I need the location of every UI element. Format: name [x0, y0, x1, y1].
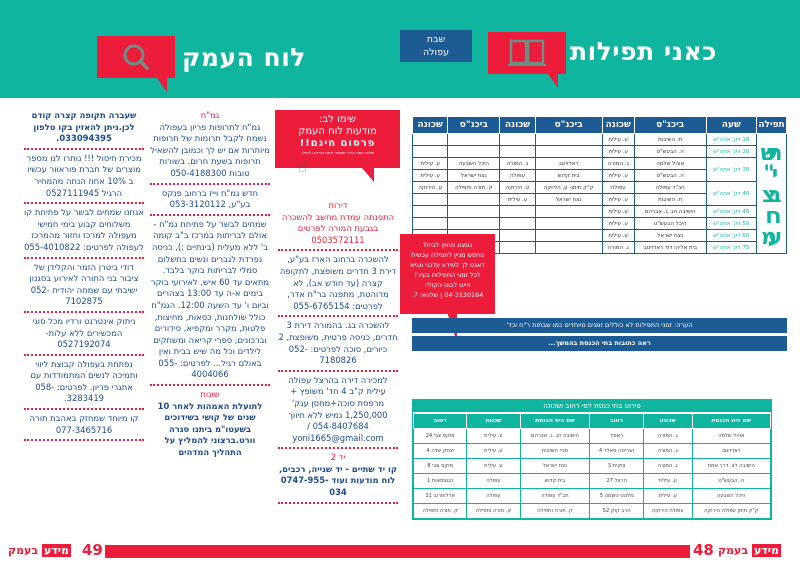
directory-cell: ע. עילית — [467, 429, 520, 444]
ads-column-right — [278, 200, 398, 507]
neighborhood-cell: ע. עילית — [602, 206, 634, 218]
directory-cell: ק. תורה ותפילה — [467, 504, 520, 519]
page-number: 49 — [82, 541, 103, 559]
ad-category: יד 2 — [330, 452, 346, 463]
see-more-banner: ראה כתובות בתי הכנסת בהמשך... — [412, 336, 787, 351]
directory-cell: עפולה — [467, 474, 520, 489]
prayer-note: הערה: זמני התפילות לא כוללים זמנים מיוחדים כמו שבתות ר"ח וכד' — [412, 318, 787, 333]
callout-line: מחפש מניין לתפילה עכשיו? — [410, 251, 485, 259]
callout-line: לכל זמני התפילות בעיר! — [414, 271, 481, 279]
page-title: לוח העמק — [182, 42, 306, 72]
synagogue-cell: ת. השיבות — [634, 194, 706, 206]
synagogue-cell: נצח ישראל — [535, 194, 602, 206]
free-ads-notice — [275, 110, 400, 168]
directory-cell: חב"ד עפולה — [520, 489, 590, 504]
synagogue-cell — [448, 206, 500, 218]
neighborhood-cell: ג. המורה — [500, 158, 535, 170]
neighborhood-cell: עפולה — [602, 182, 634, 194]
synagogue-cell: בית אליהו דוד ראדזינוב — [634, 242, 706, 254]
col-header: שכונה — [467, 414, 520, 429]
synagogue-row — [414, 429, 771, 444]
prayer-row — [413, 182, 787, 194]
ad-text: חדש גמ"ח וייז ברחוב פנקס בע"ע, 053-3120112 — [161, 187, 259, 210]
ad-category: דירות — [328, 200, 348, 210]
callout-line: דאגנו לך למידע עדכני ונגיש — [410, 261, 485, 269]
callout-phone: 04-3130164 | שלוחה 7. — [411, 291, 484, 299]
neighborhood-cell — [500, 134, 535, 146]
neighborhood-cell — [500, 206, 535, 218]
directory-cell: ע. עילית — [643, 474, 692, 489]
synagogue-cell: ה. הבעש"ט — [634, 146, 706, 158]
synagogue-row — [414, 459, 771, 474]
neighborhood-cell: ע. עילית — [602, 194, 634, 206]
brand-part: מידע — [43, 544, 69, 557]
synagogue-row — [414, 489, 771, 504]
notice-highlight: פרסום חינם!! — [299, 138, 376, 149]
ad-text: שעברה תקופה קצרה קודם לכן.ניתן להאזין בקו טלפון 033094395. — [31, 110, 137, 144]
neighborhood-cell: ע. עילית — [602, 146, 634, 158]
prayer-row — [413, 134, 787, 146]
page-title: כאני תפילות — [570, 36, 717, 66]
directory-cell: אוהל שלמה — [692, 429, 770, 444]
col-header: תפילה — [757, 117, 787, 134]
synagogue-cell — [535, 242, 602, 254]
synagogue-cell — [535, 146, 602, 158]
callout-line: חייגו לבוט הקולי: — [424, 281, 471, 289]
ad-text: לתועלת האמהות לאחר 10 שנים של קושי בשידוכים בשעטו"מ ביתנו סגרה וורט.ברצוני להמליץ על התהליך המדהים — [157, 400, 263, 458]
header-speech-bubble — [488, 32, 566, 74]
neighborhood-cell — [500, 218, 535, 230]
synagogue-cell: חב"ד עפולה — [634, 182, 706, 194]
directory-cell: ע. עילית — [643, 489, 692, 504]
time-cell: 18 דק' אחה"ש — [706, 134, 756, 146]
synagogue-cell: ה. הבעש"ט — [634, 170, 706, 182]
brand-part: מידע — [753, 544, 779, 557]
ad-item — [150, 188, 270, 216]
open-book-icon — [488, 32, 566, 74]
directory-cell: עפולה הירוקה — [643, 504, 692, 519]
footer-bar — [105, 545, 400, 558]
neighborhood-cell — [413, 146, 448, 158]
footer-bar — [400, 545, 690, 558]
header-speech-bubble — [97, 36, 175, 78]
neighborhood-cell — [500, 230, 535, 242]
synagogue-cell — [535, 218, 602, 230]
ad-category: גמ"ח — [200, 110, 220, 120]
directory-title: פירוט בתי כנסת לפי רחוב ושכונה — [413, 400, 771, 413]
synagogue-cell — [535, 230, 602, 242]
synagogue-cell — [448, 194, 500, 206]
ad-text: שמחים לבשר על פתיחת גמ"ח - אולם לבריתות במרכז ב"ב קומה ב' ללא מעלית (בינתיים :), כניסה נפרדת לגברים ונשים בתשלום סמלי לבריתות בוקר בלבד. מתאים עד 60 איש, לאירועי בוקר בימים א-ה עד 13:00 בצהרים וביום ו' עד השעה 12:00. הגמ"ח כולל שולחנות, כסאות, מחיצות, פלטות, מקרר ומקפיא, סידורים וברכונים, ספרי קריאה ומשחקים לילדים וכל מה שיש בבית ואין באולם רגיל... לפרטים: 055-4004066 — [150, 218, 270, 380]
time-cell: 30 דק' אחה"ש — [706, 158, 756, 182]
neighborhood-cell — [413, 194, 448, 206]
ad-item — [150, 110, 270, 185]
neighborhood-cell — [413, 218, 448, 230]
directory-cell: העצמאות 1 — [414, 474, 467, 489]
synagogue-cell: הישיבה הג. ג. אברהם — [634, 206, 706, 218]
directory-cell: ק. תורה ותפילה — [520, 504, 590, 519]
synagogue-cell: בית קדוש — [535, 170, 602, 182]
directory-cell: ג. המורה — [643, 444, 692, 459]
directory-cell: ג. המורה — [643, 429, 692, 444]
ad-item — [24, 110, 144, 150]
pointer-hand-icon: ☝ — [298, 160, 307, 176]
magnifier-icon — [97, 36, 175, 78]
synagogue-cell — [448, 134, 500, 146]
col-header: רחוב — [590, 414, 644, 429]
prayers-header — [400, 0, 800, 98]
directory-cell: ע. עילית — [467, 459, 520, 474]
col-header: שם בית הכנסת — [692, 414, 770, 429]
ad-text: מכירת חיסול !!! נותרו לנו מספר מוצרים של חברת פוראוור עכשיו ב 10% אחוז הנחה מהמחיר הרגיל 0527111945 — [26, 152, 142, 198]
col-header: שם בית הכנסת — [520, 414, 590, 429]
time-cell: 45 דק' אחה"ש — [706, 206, 756, 218]
directory-cell: נצח ישראל — [520, 459, 590, 474]
ad-item — [278, 320, 398, 371]
synagogue-row — [414, 474, 771, 489]
directory-cell: יצחק שדה 4 — [414, 444, 467, 459]
directory-cell: ה. הבעש"ט — [692, 474, 770, 489]
directory-cell: ק. תורה ותפילה — [414, 504, 467, 519]
directory-cell: עפולה — [467, 489, 520, 504]
col-header: שכונה — [602, 117, 634, 134]
callout-line: נמצא מחוץ לבית? — [422, 241, 473, 249]
directory-cell: צוקית 3 — [590, 459, 644, 474]
directory-cell: הישיבה לצ. דרך אמת — [692, 459, 770, 474]
synagogue-cell — [535, 134, 602, 146]
col-header: שכונה — [643, 414, 692, 429]
directory-cell: ג. המורה — [643, 459, 692, 474]
ad-item — [24, 153, 144, 204]
col-header: שעה — [706, 117, 756, 134]
time-cell: 60 דק' אחה"ש — [706, 230, 756, 242]
ad-item — [278, 375, 398, 450]
prayer-row — [413, 146, 787, 158]
voice-bot-callout — [400, 234, 495, 314]
ad-text: אנחנו שמחים לבשר על פתיחת קו משלוחים קבוע בימי חמישי מעפולה למרכז וחזור מהמרכז לעפולה לפרטים: 055-4010822 — [24, 207, 144, 252]
ad-item — [278, 254, 398, 317]
ad-text: ניתוק אינטרנט ורדיו מכל סוגי המכשירים ללא עלות- 0527192074 — [32, 315, 136, 350]
directory-cell: הישיבה הג. ג. אברהם — [520, 429, 590, 444]
neighborhood-cell: ע. עילית — [413, 170, 448, 182]
brand-part: בעמק — [8, 544, 39, 557]
neighborhood-cell: עפולה — [500, 170, 535, 182]
brand-logo — [8, 543, 71, 559]
directory-cell: ראדזינוב — [692, 444, 770, 459]
synagogue-cell — [448, 218, 500, 230]
time-cell: 50 דק' אחה"ש — [706, 218, 756, 230]
page-number: 48 — [693, 541, 714, 559]
directory-cell: הרב קוק 52 — [590, 504, 644, 519]
ad-item — [24, 316, 144, 356]
ad-text: התפנתה עמדת מחשב להשכרה בגבעת המורה לפרטים 0503572111 — [281, 211, 395, 245]
ad-item — [150, 219, 270, 386]
synagogue-cell: היכל הבעש"ט — [634, 218, 706, 230]
directory-cell: ק"ק תימן עפולה הירוקה — [692, 504, 770, 519]
synagogue-table — [413, 413, 771, 519]
synagogue-cell — [448, 146, 500, 158]
neighborhood-cell — [500, 242, 535, 254]
neighborhood-cell: ע. עילית — [500, 194, 535, 206]
ad-item — [24, 359, 144, 410]
neighborhood-cell — [413, 134, 448, 146]
ad-text: קו מיוחד שמחזק באהבת תורה 077-3465716 — [29, 413, 139, 435]
right-page — [400, 0, 800, 566]
ad-item — [278, 452, 398, 503]
directory-cell: ראסל — [590, 429, 644, 444]
ad-item — [278, 200, 398, 251]
prayer-row — [413, 158, 787, 170]
directory-cell: ארלוזורוב 31 — [414, 489, 467, 504]
brand-part: בעמק — [718, 544, 749, 557]
neighborhood-cell: ע. עילית — [602, 230, 634, 242]
time-cell: 40 דק' אחה"ש — [706, 182, 756, 206]
synagogue-row — [414, 504, 771, 519]
neighborhood-cell: ע. הירוקה — [500, 182, 535, 194]
synagogue-directory — [412, 399, 772, 520]
neighborhood-cell: ע. עילית — [602, 170, 634, 182]
ad-item — [24, 207, 144, 258]
synagogue-cell: נצח ישראל — [634, 230, 706, 242]
neighborhood-cell: ע. עילית — [602, 218, 634, 230]
prayer-row — [413, 206, 787, 218]
ad-item — [24, 262, 144, 313]
synagogue-cell: אוהל שלמה — [634, 158, 706, 170]
directory-cell: היכל השבעה — [692, 489, 770, 504]
col-header: ביכנ"ס — [448, 117, 500, 134]
badge-line: שבת — [426, 34, 446, 45]
classifieds-header — [0, 0, 400, 98]
neighborhood-cell: ע. עילית — [413, 158, 448, 170]
prayer-row — [413, 218, 787, 230]
neighborhood-cell: ג. המורה — [602, 158, 634, 170]
ad-text: להשכרה ברחוב הארז בע"ע, דירת 3 חדרים משופצת, לתקופה קצרה (עד חודש אב), לא מרוהטת, מתפנה בר"ח אדר, לפרטים: 055-6765154 — [279, 254, 397, 311]
synagogue-cell: ראדזינוב — [535, 158, 602, 170]
ad-text: דודי ביטרן הזמר והקלידן של ציבור בני התורה לאירוע בסגנון ישיבתי עם שמחה יהודית 052-7102875 — [29, 261, 139, 307]
directory-cell: תכיי השיבות — [520, 444, 590, 459]
ad-item — [24, 413, 144, 441]
neighborhood-cell: ג. המורה — [602, 242, 634, 254]
directory-cell: ע. עילית — [467, 444, 520, 459]
ads-column-left — [24, 110, 144, 444]
col-header: ביכנ"ס — [535, 117, 602, 134]
time-cell: 20 דק' אחה"ש — [706, 146, 756, 158]
notice-line: מודעות לוח העמק — [298, 126, 377, 137]
col-header: רחוב — [414, 414, 467, 429]
ad-text: נפתחת בעפולה קבוצת ליווי ותמיכה לנשים המתמודדות עם אתגרי פריון. לפרטים: 058-3283419. — [30, 358, 138, 404]
ad-item — [150, 389, 270, 462]
notice-line: שימו לב: — [319, 114, 356, 125]
neighborhood-cell — [413, 206, 448, 218]
ad-text: להשכרה בג. בהמורה דירת 3 חדרים, כניסה פרטית, משופצת, 2 כיורים, סוכה לפרטים: 052-7180826 — [278, 320, 398, 366]
synagogue-cell — [535, 206, 602, 218]
directory-cell: הרצל 27 — [590, 474, 644, 489]
col-header: שכונה — [413, 117, 448, 134]
synagogue-cell: ת. השיבות — [634, 134, 706, 146]
brand-logo — [718, 543, 781, 559]
ad-text: קו יד שתיים - יד שנייה, רכבים, לוח מודעות ועוד 0747-955-034 — [278, 463, 397, 498]
directory-cell: מוקס צבי 24 — [414, 429, 467, 444]
directory-cell: מוקס צבי 8 — [414, 459, 467, 474]
synagogue-cell: ק"ק תימן- ע. הירוקה — [535, 182, 602, 194]
directory-cell: מלונט טשמה 5 — [590, 489, 644, 504]
ad-category: שונות — [200, 389, 220, 400]
neighborhood-cell — [500, 146, 535, 158]
time-cell: 75 דק' אחה"ש — [706, 242, 756, 254]
neighborhood-cell: ע. עילית — [602, 134, 634, 146]
synagogue-cell: נצח ישראל — [448, 170, 500, 182]
col-header: ביכנ"ס — [634, 117, 706, 134]
ad-text: גמ"ח לתרופות פריון בעפולה נשמח לקבל תרומות של תרופות מיותרות אם יש לך וכמובן להשאיל תרופות בשעת חרום. בשורות טובות 050-4188300 — [150, 121, 270, 178]
shabbat-city-badge — [400, 30, 472, 62]
synagogue-row — [414, 444, 771, 459]
col-header: שכונה — [500, 117, 535, 134]
synagogue-cell: ק. תורה ותפילה — [448, 182, 500, 194]
synagogue-cell: היכל השבעה — [448, 158, 500, 170]
neighborhood-cell: ע. הירוקה — [413, 182, 448, 194]
directory-cell: הנריטה סאלד 4 — [590, 444, 644, 459]
notice-small: שלחו נוסח ברור ומספר אחת וברורה לטייל. — [300, 150, 375, 155]
directory-cell: בית קדוש — [520, 474, 590, 489]
badge-line: עפולה — [422, 47, 450, 58]
prayer-name-cell: ערבית מוצ"ש — [757, 134, 787, 254]
ads-column-middle — [150, 110, 270, 465]
ad-text: למכירה דירה בהרצל עפולה עילית ק"ב 4 חד' משופץ + מרפסת סוכה+מחסן ענק' 1,250,000 גמיש ללא תיווך 054-8407684 / yoni1665@gmail.com — [288, 374, 388, 443]
